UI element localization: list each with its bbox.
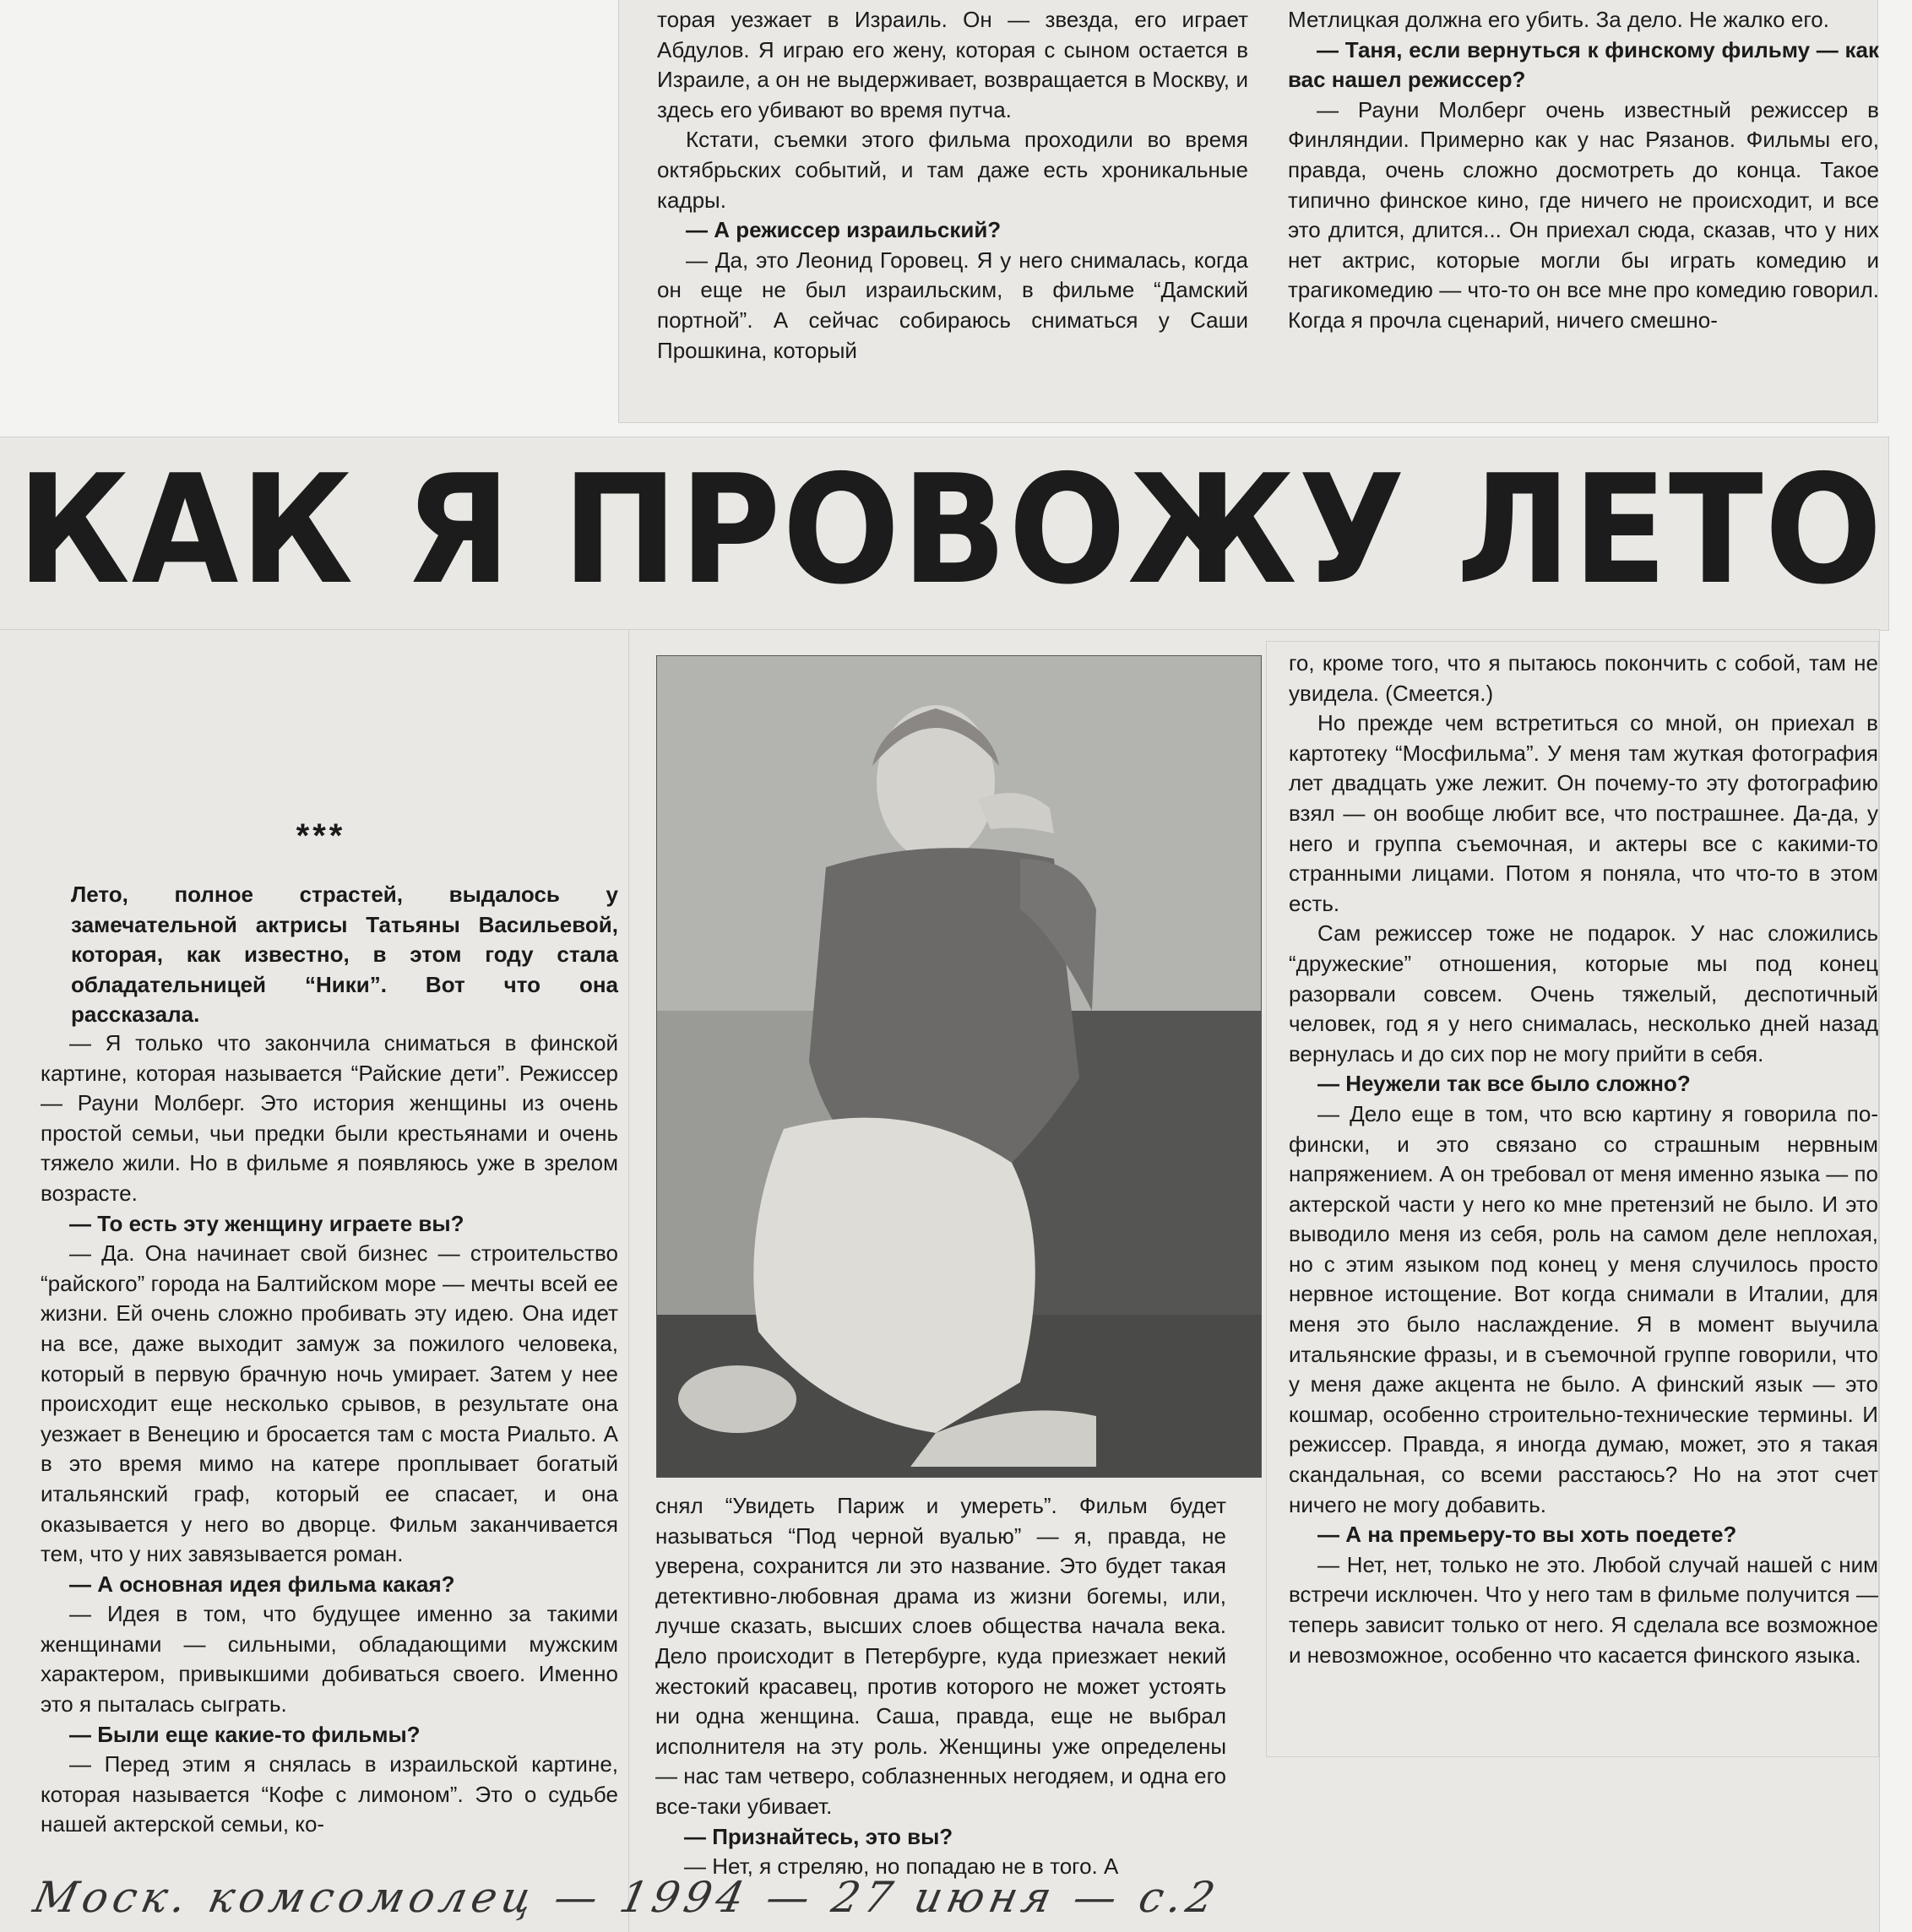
article-paragraph: — Да, это Леонид Горовец. Я у него снималась, когда он еще не был израильским, в фильме “Дамский портной”. А сейчас собираюсь сниматься у Саши Прошкина, который	[657, 247, 1248, 363]
interview-question: — А на премьеру-то вы хоть поедете?	[1317, 1522, 1737, 1548]
article-paragraph: Метлицкая должна его убить. За дело. Не жалко его.	[1288, 7, 1829, 32]
article-headline: КАК Я ПРОВОЖУ ЛЕТО	[17, 442, 1884, 617]
article-column-top-middle	[657, 5, 1248, 366]
interview-question: — А основная идея фильма какая?	[69, 1571, 455, 1597]
article-paragraph: снял “Увидеть Париж и умереть”. Фильм будет называться “Под черной вуалью” — я, правда, не уверена, сохранится ли это название. Это будет такая детективно-любовная драма из жизни богемы, или, лучше сказать, высших слоев общества начала века. Дело происходит в Петербурге, куда приезжает некий жестокий красавец, против которого не может устоять ни одна женщина. Саша, правда, еще не выбрал исполнителя на эту роль. Женщины уже определены — нас там четверо, соблазненных негодяем, и одна его все-таки убивает.	[655, 1493, 1226, 1819]
article-paragraph: Сам режиссер тоже не подарок. У нас сложились “дружеские” отношения, которые мы под конец разорвали совсем. Очень тяжелый, деспотичный человек, год я у него снималась, несколько дней назад вернулась и до сих пор не могу прийти в себя.	[1289, 920, 1878, 1066]
interview-question: — Были еще какие-то фильмы?	[69, 1721, 421, 1747]
interview-question: — А режиссер израильский?	[686, 217, 1002, 243]
article-paragraph: — Нет, я стреляю, но попадаю не в того. А	[684, 1853, 1119, 1880]
article-paragraph: — Нет, нет, только не это. Любой случай нашей с ним встречи исключен. Что у него там в фильме получится — теперь зависит только от него. Я сделала все возможное и невозможное, особенно что касается финского языка.	[1289, 1551, 1878, 1668]
interview-question: — То есть эту женщину играете вы?	[69, 1210, 464, 1236]
article-column-top-right	[1288, 5, 1879, 336]
article-lead: Лето, полное страстей, выдалось у замечательной актрисы Татьяны Васильевой, которая, как известно, в этом году стала обладательницей “Ники”. Вот что она рассказала.	[71, 882, 618, 1028]
article-column-left	[41, 1028, 618, 1840]
section-divider-stars: ***	[296, 817, 346, 855]
photo-illustration	[657, 656, 1261, 1477]
article-paragraph: — Да. Она начинает свой бизнес — строительство “райского” города на Балтийском море — мечты всей ее жизни. Ей очень сложно пробивать эту идею. Она идет на все, даже выходит замуж за пожилого человека, который в первую брачную ночь умирает. Затем у нее происходит еще несколько срывов, в результате она уезжает в Венецию и бросается там с моста Риальто. А в это время мимо на катере проплывает богатый итальянский граф, который ее спасает, и она оказывается у него во дворце. Фильм заканчивается тем, что у них завязывается роман.	[41, 1240, 618, 1567]
actress-photo	[656, 655, 1262, 1478]
article-column-right	[1289, 649, 1878, 1670]
article-paragraph: го, кроме того, что я пытаюсь покончить с собой, там не увидела. (Смеется.)	[1289, 650, 1878, 706]
interview-question: — Неужели так все было сложно?	[1317, 1071, 1691, 1097]
article-paragraph: — Идея в том, что будущее именно за такими женщинами — сильными, обладающими мужским характером, привыкшими добиваться своего. Именно это я пыталась сыграть.	[41, 1601, 618, 1718]
article-paragraph: — Дело еще в том, что всю картину я говорила по-фински, и это связано со страшным нервным напряжением. А он требовал от меня именно языка — по актерской части у него ко мне претензий не было. И это выводило меня из себя, роль на самом деле неплохая, но с этим языком под конец у меня случилось просто нервное истощение. Вот когда снимали в Италии, для меня это было наслаждение. Я в момент выучила итальянские фразы, и в съемочной группе говорили, что у меня даже акцента не было. А финский язык — это кошмар, особенно строительно-технические термины. И режиссер. Правда, я иногда думаю, может, это я такая скандальная, со всеми расстаюсь? Но на этот счет ничего не могу добавить.	[1289, 1100, 1878, 1517]
article-column-middle-bottom	[655, 1491, 1226, 1882]
article-paragraph: — Перед этим я снялась в израильской картине, которая называется “Кофе с лимоном”. Это о судьбе нашей актерской семьи, ко-	[41, 1751, 618, 1837]
article-paragraph: Но прежде чем встретиться со мной, он приехал в картотеку “Мосфильма”. У меня там жуткая фотография лет двадцать уже лежит. Он почему-то эту фотографию взял — он вообще любит все, что пострашнее. Да-да, у него и группа съемочная, и актеры все с какими-то странными лицами. Потом я поняла, что что-то в этом есть.	[1289, 710, 1878, 916]
handwritten-source-note: Моск. комсомолец — 1994 — 27 июня — с.2	[29, 1873, 1225, 1922]
article-paragraph: — Я только что закончила сниматься в финской картине, которая называется “Райские дети”. Режиссер — Рауни Молберг. Это история женщины из очень простой семьи, чьи предки были крестьянами и очень тяжело жили. Но в фильме я появляюсь уже в зрелом возрасте.	[41, 1030, 618, 1206]
interview-question: — Признайтесь, это вы?	[684, 1823, 953, 1849]
article-paragraph: торая уезжает в Израиль. Он — звезда, его играет Абдулов. Я играю его жену, которая с сыном остается в Израиле, а он не выдерживает, возвращается в Москву, и здесь его убивают во время путча.	[657, 7, 1248, 122]
article-paragraph: — Рауни Молберг очень известный режиссер в Финляндии. Примерно как у нас Рязанов. Фильмы его, правда, очень сложно досмотреть до конца. Такое типично финское кино, где ничего не происходит, и все это длится, длится... Он приехал сюда, сказав, что у них нет актрис, которые могли бы играть комедию и трагикомедию — что-то он все мне про комедию говорил. Когда я прочла сценарий, ничего смешно-	[1288, 96, 1879, 333]
interview-question: — Таня, если вернуться к финскому фильму — как вас нашел режиссер?	[1288, 36, 1879, 93]
article-paragraph: Кстати, съемки этого фильма проходили во время октябрьских событий, и там даже есть хроникальные кадры.	[657, 127, 1248, 213]
